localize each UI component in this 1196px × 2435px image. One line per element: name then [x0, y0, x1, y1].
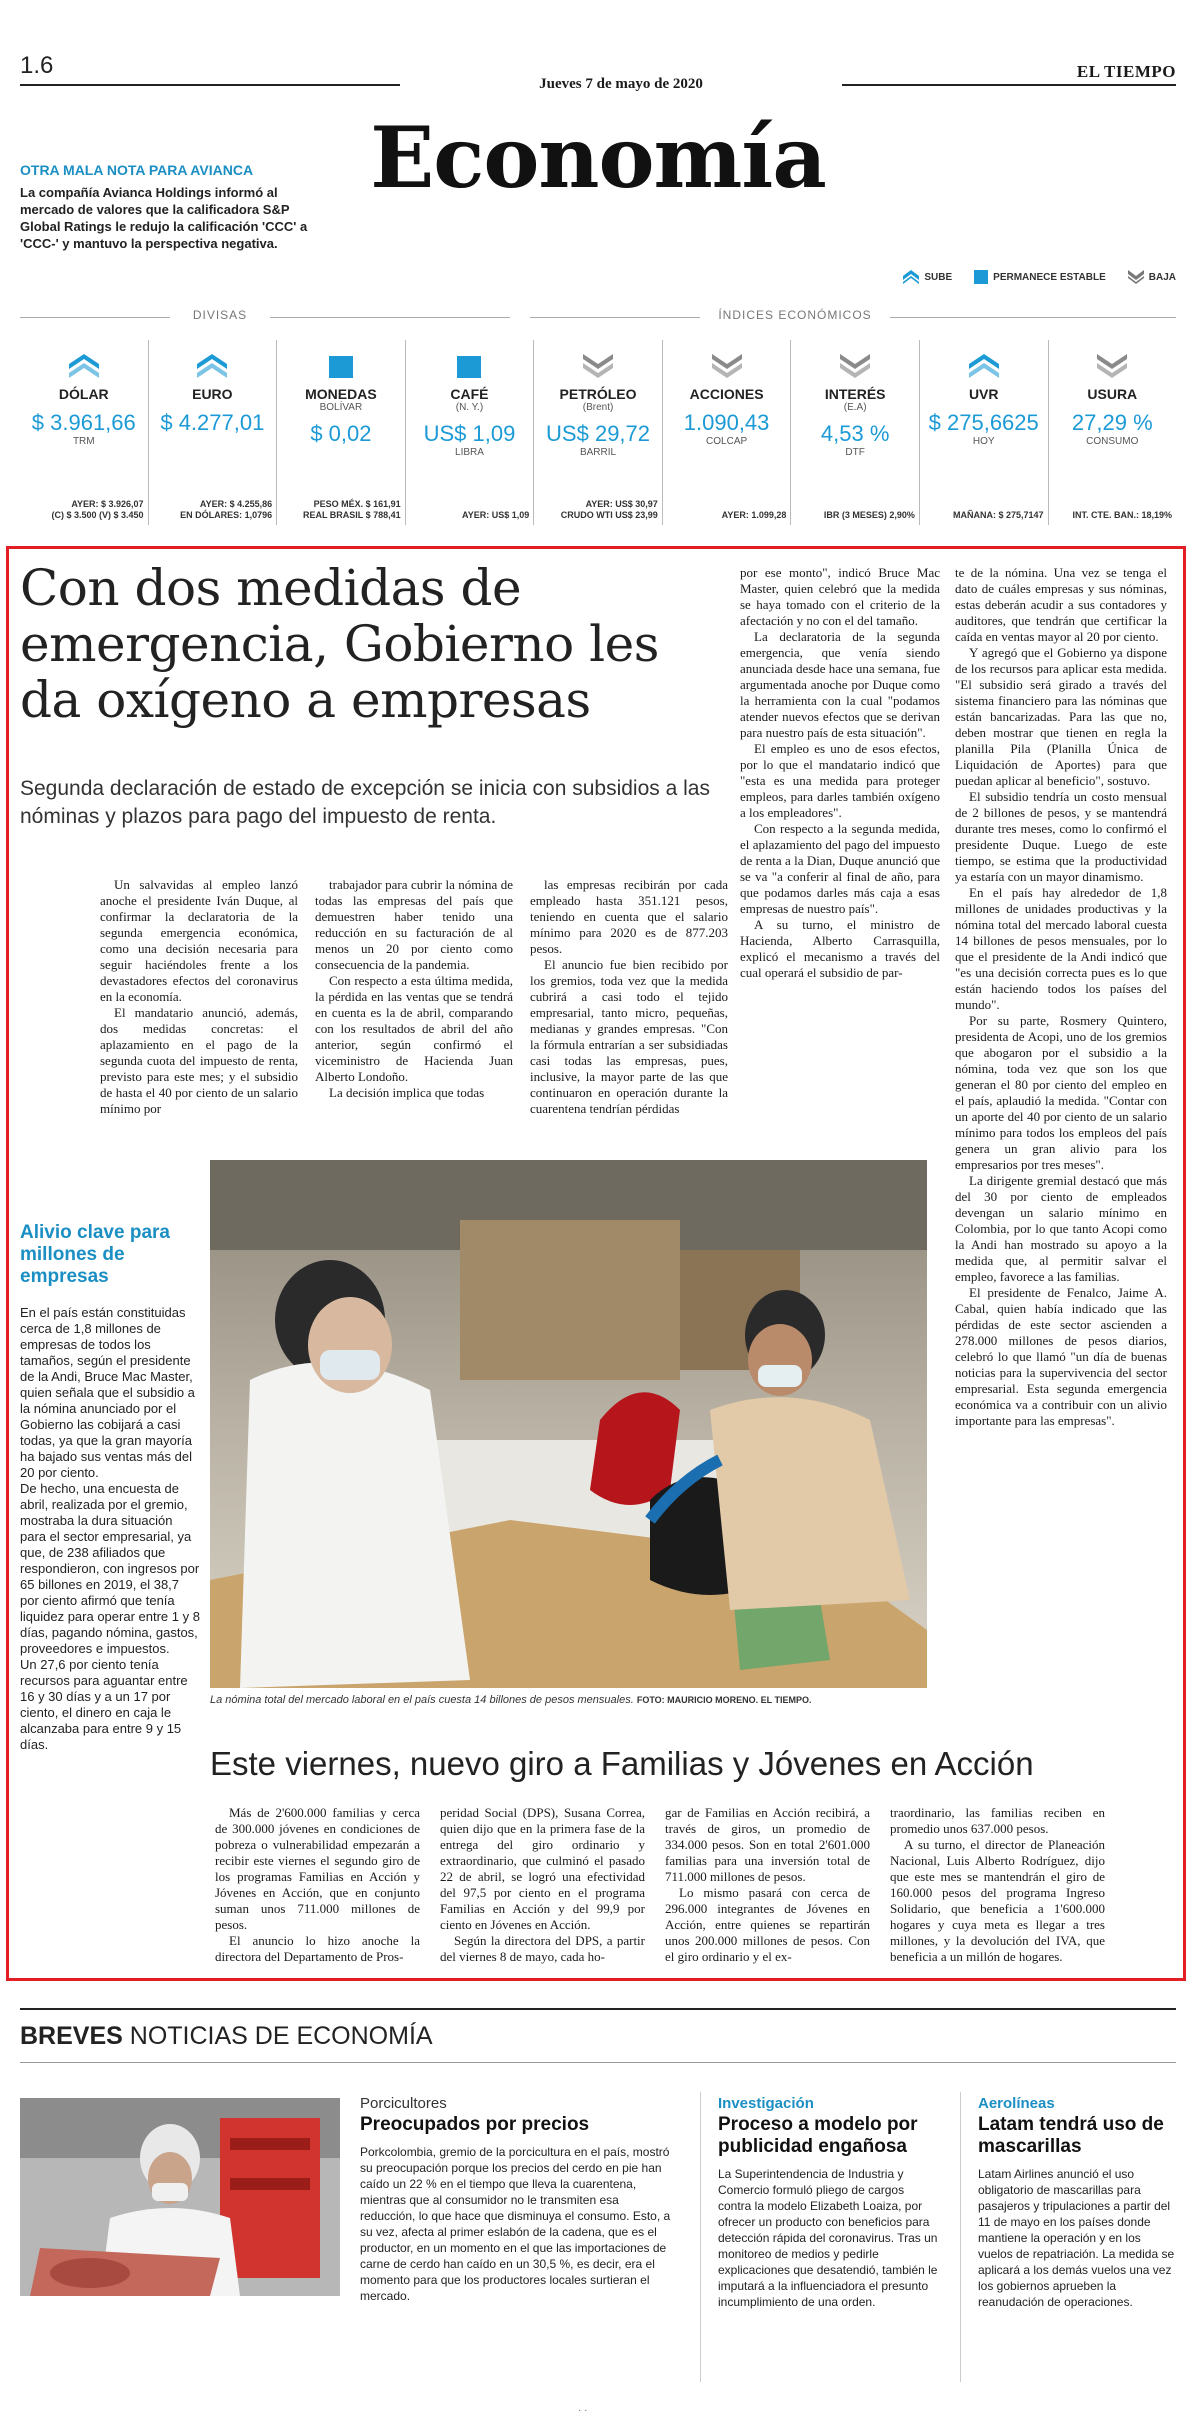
indicator-footnote: INT. CTE. BAN.: 18,19%: [1072, 510, 1173, 520]
secondary-column-1: [215, 1805, 420, 1965]
legend-up-label: SUBE: [924, 271, 953, 283]
indicator-footnote: AYER: $ 3.926,07 (C) $ 3.500 (V) $ 3.450: [51, 499, 144, 520]
article-column-3: [530, 877, 728, 1117]
breve-3: [978, 2095, 1176, 2310]
breve-3-title: Latam tendrá uso de mascarillas: [978, 2114, 1164, 2157]
article-column-5: [955, 565, 1167, 1429]
paragraph: por ese monto", indicó Bruce Mac Master, quien celebró que la medida se haya tomado con el criterio de la afectación y no con el del tamaño.: [740, 565, 940, 628]
paragraph: De hecho, una encuesta de abril, realizada por el gremio, mostraba la dura situación para el sector empresarial, ya que, de 238 afiliados que respondieron, con ingresos por 65 billones en 2019, el 38,7 por ciento afirmó que tenía liquidez para operar entre 1 y 8 días, pagando nómina, gastos, proveedores e impuestos.: [20, 1481, 200, 1656]
paragraph: Más de 2'600.000 familias y cerca de 300.000 jóvenes en condiciones de pobreza o vulnerabilidad empezarán a recibir este viernes el segundo giro de los programas Familias en Acción y Jóvenes en Acción, que en conjunto suman unos 711.000 millones de pesos.: [215, 1805, 420, 1932]
trend-stable-icon: [326, 352, 356, 380]
indicator-sub: (E.A): [843, 402, 867, 413]
indicator-unit: CONSUMO: [1086, 436, 1139, 447]
article-column-4: [740, 565, 940, 981]
trend-up-icon: [969, 352, 999, 380]
indicator-name: PETRÓLEO: [559, 386, 637, 402]
paragraph: A su turno, el director de Planeación Nacional, Luis Alberto Rodríguez, dijo que este mes se mantendrán el giro de 160.000 pesos del programa Ingreso Solidario, que beneficia a 1'600.000 hogares y cuya meta es llegar a tres millones, y la devolución del IVA, que beneficia a un millón de hogares.: [890, 1837, 1105, 1964]
indicator-footnote: PESO MÉX. $ 161,91 REAL BRASIL $ 788,41: [302, 499, 401, 520]
divisas-rule-left: [20, 317, 170, 318]
paragraph: las empresas recibirán por cada empleado hasta 351.121 pesos, teniendo en cuenta que el salario mínimo para 2020 es de 877.203 pesos.: [530, 877, 728, 956]
paragraph: Con respecto a la segunda medida, el aplazamiento del pago del impuesto de renta a la Dian, Duque anunció que se va "a conferir al final de año, para que podamos darles más caja a esas empresas de nuestro país".: [740, 821, 940, 916]
dateline: Jueves 7 de mayo de 2020: [539, 76, 703, 92]
paragraph: La decisión implica que todas: [329, 1085, 485, 1100]
photo-caption-text: La nómina total del mercado laboral en el país cuesta 14 billones de pesos mensuales.: [210, 1694, 634, 1706]
article-photo: [210, 1160, 927, 1688]
indicator-value: US$ 1,09: [423, 421, 516, 446]
trend-down-icon: [1097, 352, 1127, 380]
indicator-monedas: [277, 340, 406, 525]
trend-up-icon: [69, 352, 99, 380]
paragraph: Un salvavidas al empleo lanzó anoche el presidente Iván Duque, al confirmar la declaratoria de la segunda emergencia económica, como una decisión necesaria para seguir haciéndoles frente a los devastadores efectos del coronavirus en la economía.: [100, 877, 298, 1004]
article-column-2: [315, 877, 513, 1101]
paragraph: El presidente de Fenalco, Jaime A. Cabal, quien había indicado que las pérdidas de este sector ascienden a 278.000 millones de pesos diarios, celebró lo que llamó "un día de buenas noticias para la supervivencia del sector empresarial. Esta segunda emergencia económica va a contribuir con un alivio importante para las empresas".: [955, 1285, 1167, 1428]
trend-up-icon: [197, 352, 227, 380]
indicator-café: [406, 340, 535, 525]
indicator-unit: LIBRA: [455, 447, 484, 458]
divisas-label: DIVISAS: [170, 308, 270, 328]
indicator-unit: BARRIL: [579, 447, 617, 458]
breves-photo: [20, 2098, 340, 2296]
paragraph: El empleo es uno de esos efectos, por lo que el mandatario indicó que "esta es una medida para proteger empleos, para darles también oxígeno a los empleadores".: [740, 741, 940, 820]
indicator-unit: HOY: [972, 436, 995, 447]
indicator-unit: DTF: [845, 447, 865, 458]
indicator-unit: COLCAP: [706, 436, 748, 447]
indicator-value: US$ 29,72: [546, 421, 651, 446]
secondary-column-2: [440, 1805, 645, 1965]
paragraph: peridad Social (DPS), Susana Correa, quien dijo que en la primera fase de la entrega del giro ordinario y extraordinario, que culminó el pasado 22 de abril, se logró una efectividad del 97,5 por ciento en el programa Familias en Acción y del 99,9 por ciento en Jóvenes en Acción.: [440, 1805, 645, 1932]
indicator-name: MONEDAS: [305, 386, 377, 402]
sidebar-body: [20, 1305, 200, 1753]
divisas-rule-right: [270, 317, 510, 318]
paragraph: En el país están constituidas cerca de 1,8 millones de empresas de todos los tamaños, según el presidente de la Andi, Bruce Mac Master, quien señala que el subsidio a la nómina anunciado por el Gobierno las cobijará a casi todas, ya que la gran mayoría ha bajado sus ventas más del 20 por ciento.: [20, 1305, 195, 1480]
trend-down-icon: [712, 352, 742, 380]
paragraph: La dirigente gremial destacó que más del 30 por ciento de empleados devengan un salario mínimo en Colombia, por lo que tanto Acopi como la Andi han mostrado su apoyo a la medida que, al permitir salvar el empleo, favorece a las familias.: [955, 1173, 1167, 1284]
indicator-name: USURA: [1087, 386, 1138, 402]
trend-down-icon: [840, 352, 870, 380]
paragraph: Un 27,6 por ciento tenía recursos para aguantar entre 16 y 30 días y a un 17 por ciento, el dinero en caja le alcanzaba para entre 9 y 15 días.: [20, 1657, 188, 1752]
trend-down-icon: [1128, 270, 1144, 284]
trend-down-icon: [583, 352, 613, 380]
teaser-body: La compañía Avianca Holdings informó al mercado de valores que la calificadora S&P Global Ratings le redujo la calificación 'CCC' a 'CCC-' y mantuvo la perspectiva negativa.: [20, 185, 308, 251]
legend-down-label: BAJA: [1148, 271, 1176, 283]
indicator-name: EURO: [192, 386, 233, 402]
indicator-footnote: AYER: US$ 1,09: [462, 510, 530, 520]
paragraph: Por su parte, Rosmery Quintero, presidenta de Acopi, uno de los gremios que abogaron por el subsidio a la nómina, toda vez que son los que generan el 80 por ciento del empleo en el país, aplaudió la medida. "Contar con un aporte del 40 por ciento de un salario mínimo para todos los empleos del país genera un gran alivio para los empresarios por tres meses".: [955, 1013, 1167, 1172]
breve-1-body: Porkcolombia, gremio de la porcicultura en el país, mostró su preocupación porque los precios del cerdo en pie han caído un 22 % en el tiempo que lleva la cuarentena, mientras que al consumidor no le transmiten esa reducción, lo que hace que disminuya el consumo. Esto, a su vez, afecta al primer eslabón de la cadena, que es el productor, en un momento en el que las importaciones de carne de cerdo han caído en un 30,5 %, es decir, era el momento para que los productores locales surtieran el mercado.: [360, 2145, 671, 2303]
legend-stable-label: PERMANECE ESTABLE: [993, 271, 1106, 283]
indicator-value: 4,53 %: [820, 421, 890, 446]
paragraph: trabajador para cubrir la nómina de todas las empresas del país que demuestren haber tenido una reducción en su facturación de al menos un 20 por ciento como consecuencia de la pandemia.: [315, 877, 513, 972]
butcher-photo: [20, 2098, 340, 2296]
breve-2: [718, 2095, 938, 2310]
indicator-footnote: AYER: US$ 30,97 CRUDO WTI US$ 23,99: [560, 499, 658, 520]
article-deck: Segunda declaración de estado de excepción se inicia con subsidios a las nóminas y plazos para pago del impuesto de renta.: [20, 777, 710, 828]
paragraph: El mandatario anunció, además, dos medidas concretas: el aplazamiento en el pago de la segunda cuota del impuesto de renta, previsto para este mes; y el subsidio de hasta el 40 por ciento de un salario mínimo por: [100, 1005, 298, 1116]
paragraph: En el país hay alrededor de 1,8 millones de unidades productivas y la nómina total del mercado laboral cuesta 14 billones de pesos mensuales, por lo que el presidente de la Andi indicó que "es una decisión correcta pues es lo que están haciendo todos los países del mundo".: [955, 885, 1167, 1012]
indicator-footnote: MAÑANA: $ 275,7147: [952, 510, 1044, 520]
paragraph: El anuncio fue bien recibido por los gremios, toda vez que la medida cubrirá a casi todo el tejido empresarial, tanto micro, pequeñas, medianas y grandes empresas. "Con la fórmula entrarían a ser subsidiadas casi todas las empresas, pues, inclusive, la mayor parte de las que continuaron en operación durante la cuarentena tendrían pérdidas: [530, 957, 728, 1116]
paragraph: Y agregó que el Gobierno ya dispone de los recursos para aplicar esta medida. "El subsidio será girado a través del sistema financiero para las nóminas que están bancarizadas. Para las que no, deben mostrar que tienen en regla la planilla Pila (Planilla Única de Liquidación de Aportes) para que puedan aplicar al beneficio", sostuvo.: [955, 645, 1167, 788]
secondary-column-3: [665, 1805, 870, 1965]
breves-separator-1: [700, 2092, 701, 2382]
indicator-interés: [791, 340, 920, 525]
breves-rule: [20, 2008, 1176, 2010]
indices-label: ÍNDICES ECONÓMICOS: [700, 308, 890, 328]
breve-3-body: Latam Airlines anunció el uso obligatorio de mascarillas para pasajeros y tripulaciones a partir del 11 de mayo en los países donde mantiene la operación y en los vuelos de repatriación. La medida se aplicará a los demás vuelos una vez los gobiernos aprueben la reanudación de operaciones.: [978, 2167, 1175, 2309]
indicator-name: ACCIONES: [689, 386, 764, 402]
page-number: 1.6: [20, 52, 54, 79]
indicator-value: $ 3.961,66: [31, 410, 136, 435]
secondary-column-4: [890, 1805, 1105, 1965]
indicator-sub: (Brent): [582, 402, 614, 413]
indicator-name: UVR: [968, 386, 999, 402]
breves-heading: [20, 2022, 433, 2051]
section-title: Economía: [370, 108, 826, 207]
indicator-name: DÓLAR: [58, 386, 109, 402]
breves-separator-2: [960, 2092, 961, 2382]
indicator-name: CAFÉ: [450, 386, 489, 402]
paragraph: Según la directora del DPS, a partir del viernes 8 de mayo, cada ho-: [440, 1933, 645, 1964]
trend-legend: [903, 270, 1176, 284]
paragraph: El subsidio tendría un costo mensual de 2 billones de pesos, y se mantendrá durante tres meses, como lo confirmó el presidente Duque. Luego de este tiempo, se estima que la productividad ya estaría con un mayor dinamismo.: [955, 789, 1167, 884]
paragraph: gar de Familias en Acción recibirá, a través de giros, un promedio de 334.000 pesos. Son en total 2'601.000 familias para una inversión total de 711.000 millones de pesos.: [665, 1805, 870, 1884]
paragraph: traordinario, las familias reciben en promedio unos 637.000 pesos.: [890, 1805, 1105, 1836]
paragraph: Con respecto a esta última medida, la pérdida en las ventas que se tendrá en cuenta es la de abril, comparando con los resultados de abril del año anterior, según confirmó el viceministro de Hacienda Juan Alberto Londoño.: [315, 973, 513, 1084]
paragraph: La declaratoria de la segunda emergencia, que venía siendo anunciada desde hace una semana, fue argumentada anoche por Duque como la herramienta con la cual "podamos atender nuevos efectos que se derivan para nuestro país de esta situación".: [740, 629, 940, 740]
indicator-name: INTERÉS: [824, 386, 886, 402]
trend-stable-icon: [974, 270, 988, 284]
masthead-rule-left: [20, 84, 400, 86]
photo-credit: FOTO: MAURICIO MORENO. EL TIEMPO.: [636, 1695, 812, 1705]
breves-label-rest: NOTICIAS DE ECONOMÍA: [129, 2022, 433, 2050]
teaser-kicker: OTRA MALA NOTA PARA AVIANCA: [20, 162, 254, 178]
breves-label-bold: BREVES: [20, 2022, 123, 2050]
paragraph: A su turno, el ministro de Hacienda, Alberto Carrasquilla, explicó el mecanismo a través del cual operará el subsidio de par-: [740, 917, 940, 980]
indicators-strip: [20, 340, 1176, 525]
indices-rule-right: [890, 317, 1176, 318]
indicator-value: 1.090,43: [683, 410, 770, 435]
indicator-acciones: [663, 340, 792, 525]
indicator-uvr: [920, 340, 1049, 525]
breve-3-kicker: Aerolíneas: [978, 2095, 1055, 2112]
newspaper-brand: EL TIEMPO: [1076, 62, 1176, 81]
breve-1: [360, 2095, 676, 2304]
paragraph: El anuncio lo hizo anoche la directora del Departamento de Pros-: [215, 1933, 420, 1964]
indicator-footnote: AYER: $ 4.255,86 EN DÓLARES: 1,0796: [180, 499, 273, 520]
indicator-value: $ 275,6625: [928, 410, 1039, 435]
indicator-sub: (N. Y.): [455, 402, 484, 413]
trend-up-icon: [903, 270, 919, 284]
sidebar-title: Alivio clave para millones de empresas: [20, 1222, 170, 1287]
factory-workers-photo: [210, 1160, 927, 1688]
indices-rule-left: [530, 317, 700, 318]
indicator-footnote: IBR (3 MESES) 2,90%: [823, 510, 915, 520]
breve-1-title: Preocupados por precios: [360, 2114, 590, 2135]
trend-stable-icon: [454, 352, 484, 380]
secondary-headline: Este viernes, nuevo giro a Familias y Jóvenes en Acción: [210, 1745, 1034, 1782]
indicator-value: $ 0,02: [310, 421, 372, 446]
breve-1-kicker: Porcicultores: [360, 2095, 447, 2112]
photo-caption: [210, 1694, 927, 1706]
teaser-box: [20, 162, 320, 252]
indicator-euro: [149, 340, 278, 525]
indicator-petróleo: [534, 340, 663, 525]
indicator-value: $ 4.277,01: [160, 410, 265, 435]
indicator-unit: TRM: [72, 436, 95, 447]
indicator-sub: BOLÍVAR: [319, 402, 363, 413]
paragraph: te de la nómina. Una vez se tenga el dato de cuáles empresas y sus nóminas, estas deberán acudir a sus contadores y auditores, que tendrán que certificar la caída en ventas mayor al 20 por ciento.: [955, 565, 1167, 644]
page-footer-mark: · ·: [578, 2405, 588, 2416]
masthead-rule-right: [842, 84, 1176, 86]
breves-underline: [20, 2062, 1176, 2063]
indicator-dólar: [20, 340, 149, 525]
article-headline: Con dos medidas de emergencia, Gobierno les da oxígeno a empresas: [20, 559, 659, 729]
indicator-usura: [1049, 340, 1177, 525]
paragraph: Lo mismo pasará con cerca de 296.000 integrantes de Jóvenes en Acción, entre quienes se repartirán unos 200.000 millones de pesos. Con el giro ordinario y el ex-: [665, 1885, 870, 1964]
article-column-1: [100, 877, 298, 1117]
breve-2-title: Proceso a modelo por publicidad engañosa: [718, 2114, 918, 2157]
breve-2-kicker: Investigación: [718, 2095, 814, 2112]
indicator-footnote: AYER: 1.099,28: [721, 510, 787, 520]
indicator-value: 27,29 %: [1071, 410, 1153, 435]
breve-2-body: La Superintendencia de Industria y Comercio formuló pliego de cargos contra la modelo Elizabeth Loaiza, por ofrecer un producto con beneficios para detección rápida del coronavirus. Tras un monitoreo de medios y pedirle explicaciones que desatendió, también le imputará a la influenciadora el presunto incumplimiento de una orden.: [718, 2167, 938, 2309]
